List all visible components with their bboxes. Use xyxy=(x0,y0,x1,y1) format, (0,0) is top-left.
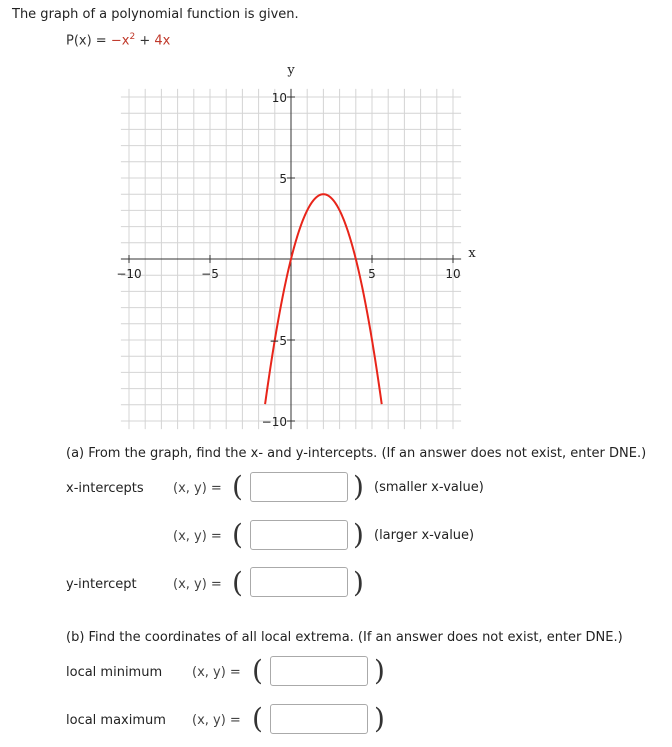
formula-term2: 4x xyxy=(154,33,171,49)
y-tick-label: 10 xyxy=(271,91,287,105)
xy-label-x-large: (x, y) = xyxy=(173,529,222,544)
local-minimum-input[interactable] xyxy=(270,656,368,686)
y-intercept-input[interactable] xyxy=(250,567,348,597)
paren-open: ( xyxy=(232,566,243,599)
x-tick-label: 5 xyxy=(368,267,376,281)
local-minimum-label: local minimum xyxy=(66,665,163,680)
y-intercept-label: y-intercept xyxy=(66,577,137,592)
x-tick-label: −10 xyxy=(116,267,142,281)
x-axis-label: x xyxy=(468,246,476,261)
x-intercept-larger-input[interactable] xyxy=(250,520,348,550)
x-tick-label: 10 xyxy=(445,267,461,281)
smaller-x-note: (smaller x-value) xyxy=(374,480,484,495)
paren-open: ( xyxy=(232,470,243,503)
y-tick-label: −5 xyxy=(269,334,287,348)
formula-plus: + xyxy=(139,33,151,49)
paren-open: ( xyxy=(252,654,263,687)
formula-term1: −x xyxy=(110,33,130,49)
y-axis-label: y xyxy=(287,62,295,78)
xy-label-x-small: (x, y) = xyxy=(173,481,222,496)
x-tick-label: −5 xyxy=(201,267,219,281)
paren-open: ( xyxy=(252,702,263,735)
y-tick-label: −10 xyxy=(261,415,287,429)
part-a-question: (a) From the graph, find the x- and y-intercepts. (If an answer does not exist, enter DNE.) xyxy=(66,446,647,461)
paren-close: ) xyxy=(374,654,385,687)
formula-exponent: 2 xyxy=(129,32,136,42)
xy-label-max: (x, y) = xyxy=(192,713,241,728)
x-intercept-smaller-input[interactable] xyxy=(250,472,348,502)
paren-close: ) xyxy=(353,470,364,503)
paren-close: ) xyxy=(374,702,385,735)
intro-text: The graph of a polynomial function is given. xyxy=(12,7,299,22)
formula-lhs: P(x) = xyxy=(66,33,107,49)
larger-x-note: (larger x-value) xyxy=(374,528,475,543)
y-tick-label: 5 xyxy=(279,172,287,186)
part-b-question: (b) Find the coordinates of all local extrema. (If an answer does not exist, enter DNE.) xyxy=(66,630,623,645)
xy-label-min: (x, y) = xyxy=(192,665,241,680)
paren-open: ( xyxy=(232,518,243,551)
x-intercepts-label: x-intercepts xyxy=(66,481,144,496)
local-maximum-input[interactable] xyxy=(270,704,368,734)
paren-close: ) xyxy=(353,566,364,599)
local-maximum-label: local maximum xyxy=(66,713,166,728)
xy-label-y: (x, y) = xyxy=(173,577,222,592)
paren-close: ) xyxy=(353,518,364,551)
